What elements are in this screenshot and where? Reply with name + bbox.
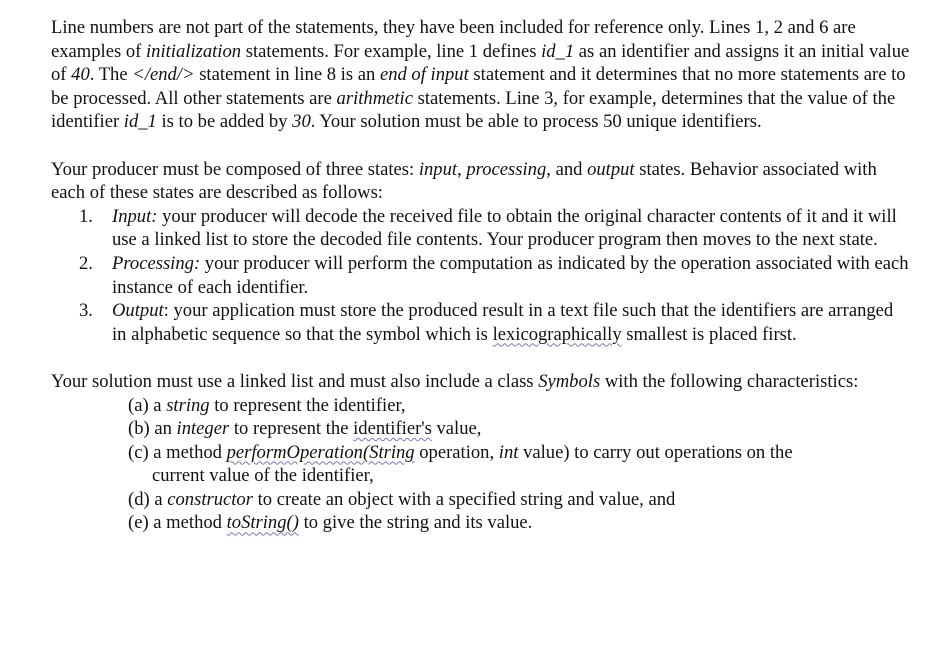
text-run: operation, [414, 441, 499, 463]
emphasis-end-of-input: end of input [379, 64, 469, 86]
emphasis-symbols: Symbols [538, 370, 601, 392]
state-description: your producer will perform the computation as indicated by the operation associated with each instance of each identifier. [112, 252, 909, 298]
text-run: is to be added by [156, 111, 293, 133]
text-run: statement and it determines that no more statements are to be processed. All other statements are [51, 64, 906, 109]
text-run: to give the string and its value. [298, 512, 533, 534]
characteristic-b [51, 417, 911, 441]
emphasis-input: input [418, 158, 458, 180]
emphasis-perform-operation: performOperation(String [226, 441, 415, 463]
emphasis-processing: processing [466, 158, 547, 180]
state-name: Processing: [112, 252, 201, 274]
text-run: (e) a method [128, 512, 227, 534]
text-run: with the following characteristics: [600, 370, 859, 392]
text-run: current value of the identifier, [152, 465, 374, 487]
states-list [51, 205, 911, 347]
emphasis-initialization: initialization [146, 40, 242, 62]
emphasis-constructor: constructor [167, 488, 253, 510]
list-number: 2. [79, 252, 93, 274]
list-number: 3. [79, 300, 93, 322]
list-item [51, 205, 911, 252]
text-run: statement in line 8 is an [194, 64, 380, 86]
emphasis-string: string [166, 394, 210, 416]
text-run: to represent the identifier, [209, 394, 406, 416]
emphasis-output: output [587, 158, 635, 180]
emphasis-int: int [498, 441, 519, 463]
document-body [51, 16, 911, 535]
text-run: (d) a [128, 488, 168, 510]
text-run: statements. For example, line 1 defines [241, 40, 542, 62]
text-run: to create an object with a specified string and value, and [252, 488, 676, 510]
emphasis-integer: integer [176, 418, 230, 440]
spellcheck-word: identifier's [353, 418, 432, 440]
text-run: Your solution must use a linked list and must also include a class [51, 370, 539, 392]
text-run: value) to carry out operations on the [518, 441, 793, 463]
text-run: . The [89, 64, 133, 86]
emphasis-tostring: toString() [226, 512, 299, 534]
state-description: : your application must store the produced result in a text file such that the identifiers are arranged in alphabetic sequence so that the symbol which is [112, 300, 894, 345]
text-run: states. Behavior associated with each of these states are described as follows: [51, 158, 877, 204]
emphasis-id1: id_1 [541, 40, 575, 62]
list-number: 1. [79, 205, 93, 227]
text-run: , and [546, 158, 588, 180]
text-run: Line numbers are not part of the statements, they have been included for reference only. Lines 1, 2 and 6 are examples of [51, 17, 856, 62]
emphasis-id1: id_1 [123, 111, 157, 133]
list-item [51, 252, 911, 299]
text-run: as an identifier and assigns it an initial value of [51, 40, 910, 86]
class-paragraph [51, 370, 911, 394]
spellcheck-word: lexicographically [492, 323, 622, 345]
characteristics-list [51, 394, 911, 536]
emphasis-40: 40 [71, 64, 90, 86]
emphasis-end-tag: </end/> [132, 64, 195, 86]
emphasis-30: 30 [292, 111, 311, 133]
list-item [51, 299, 911, 346]
state-description: smallest is placed first. [621, 323, 797, 345]
text-run: , [457, 158, 467, 180]
text-run: (b) an [128, 418, 177, 440]
state-name: Output [112, 300, 164, 322]
text-run: . Your solution must be able to process 50 unique identifiers. [310, 111, 762, 133]
text-run: to represent the [229, 418, 354, 440]
text-run: value, [431, 418, 482, 440]
characteristic-d [51, 488, 911, 512]
emphasis-arithmetic: arithmetic [336, 87, 413, 109]
characteristic-e [51, 511, 911, 535]
characteristic-a [51, 394, 911, 418]
states-paragraph [51, 158, 911, 205]
intro-paragraph [51, 16, 911, 134]
text-run: (a) a [128, 394, 167, 416]
characteristic-c [51, 441, 911, 488]
text-run: (c) a method [128, 441, 227, 463]
text-run: Your producer must be composed of three states: [51, 158, 419, 180]
state-name: Input: [112, 205, 158, 227]
text-run: statements. Line 3, for example, determines that the value of the identifier [51, 87, 896, 133]
state-description: your producer will decode the received file to obtain the original character contents of it and it will use a linked list to store the decoded file contents. Your producer program then moves to the next state. [112, 205, 897, 251]
